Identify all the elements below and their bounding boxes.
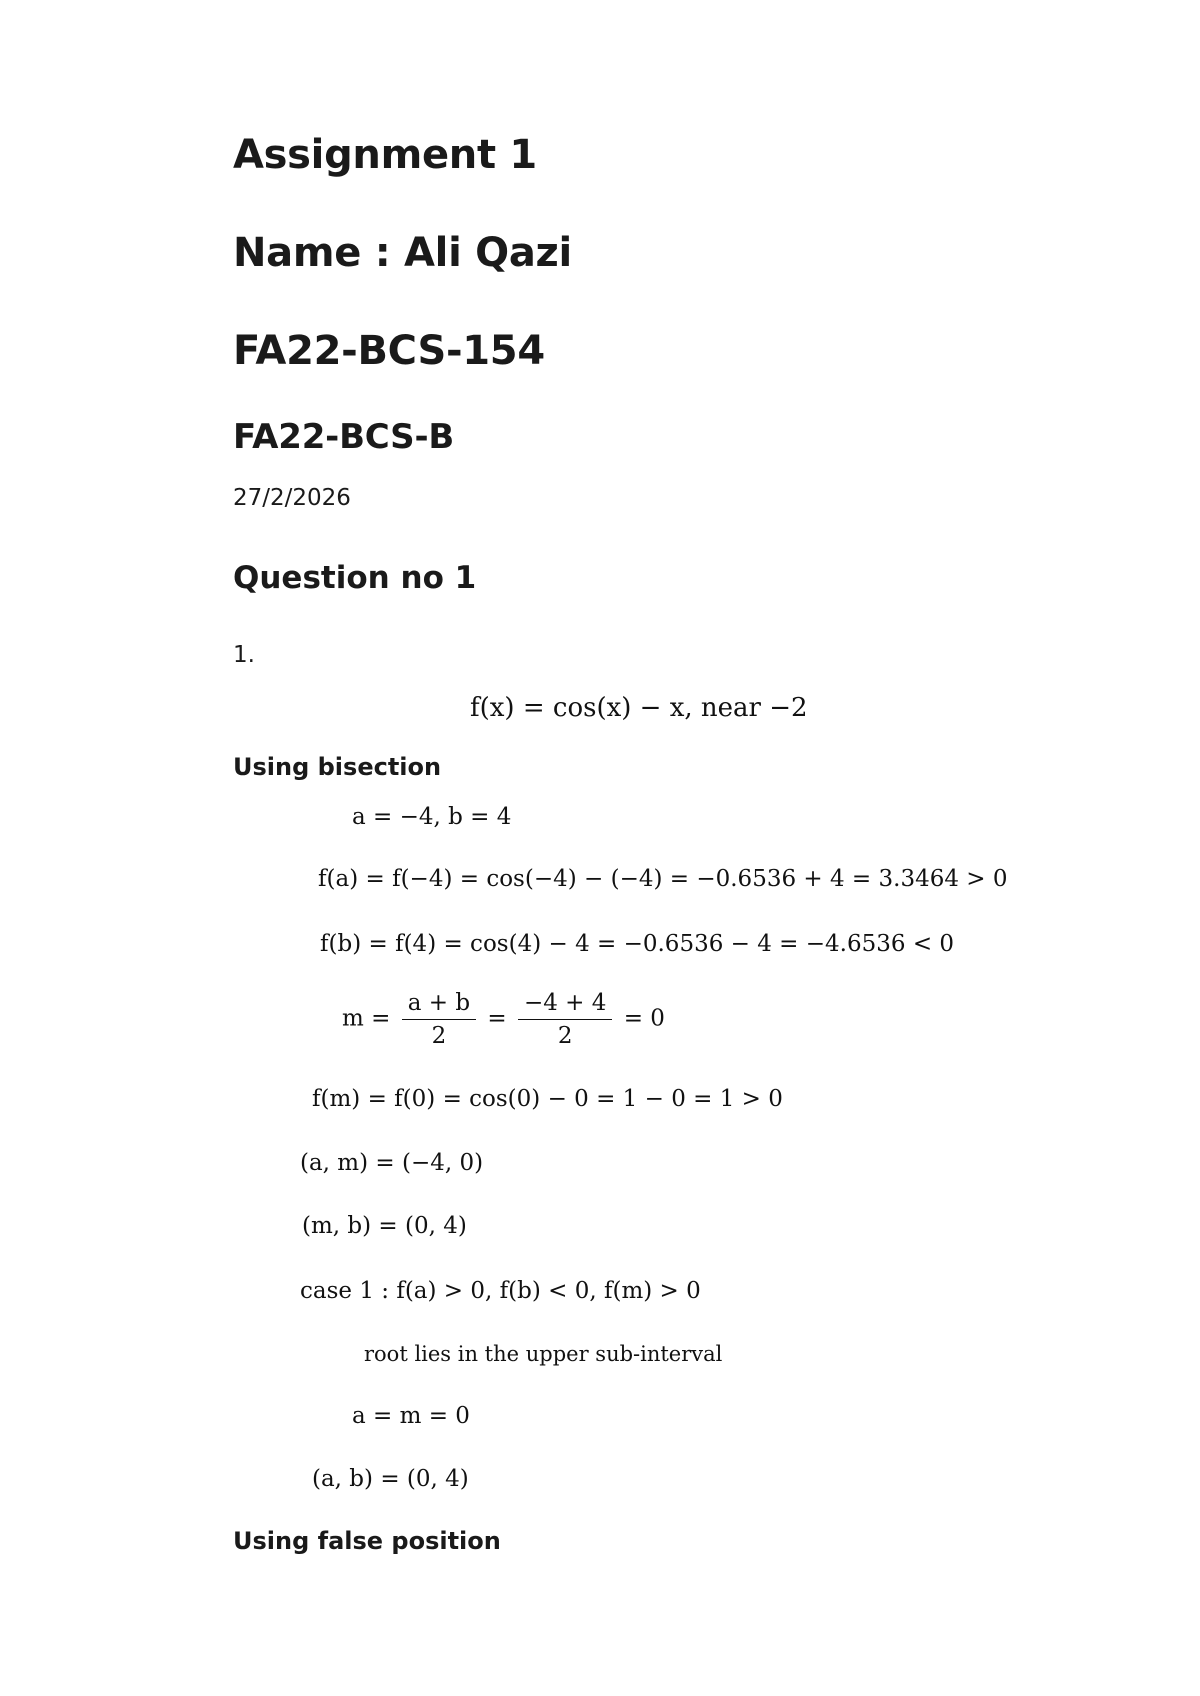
bisection-case-line: case 1 : f(a) > 0, f(b) < 0, f(m) > 0 [300,1278,701,1304]
registration-number: FA22-BCS-154 [233,328,545,374]
fraction-2-numerator: −4 + 4 [518,990,612,1020]
bisection-interval: a = −4, b = 4 [352,804,512,830]
midpoint-rhs: = 0 [623,1005,665,1032]
bisection-new-interval: (a, b) = (0, 4) [312,1466,469,1492]
question-heading: Question no 1 [233,560,477,596]
question-item-number: 1. [233,642,255,668]
fraction-2-denominator: 2 [557,1023,573,1049]
bisection-case-note: root lies in the upper sub-interval [364,1342,723,1366]
false-position-heading: Using false position [233,1527,501,1555]
fraction-1-denominator: 2 [431,1023,447,1049]
bisection-upper-subinterval: (m, b) = (0, 4) [302,1213,467,1239]
bisection-heading: Using bisection [233,753,442,781]
midpoint-fraction-2 [518,990,612,1049]
date-label: 27/2/2026 [233,485,351,511]
bisection-f-b: f(b) = f(4) = cos(4) − 4 = −0.6536 − 4 = −4.6536 < 0 [320,931,955,957]
bisection-update: a = m = 0 [352,1403,470,1429]
bisection-lower-subinterval: (a, m) = (−4, 0) [300,1150,484,1176]
bisection-midpoint-formula [342,990,665,1049]
midpoint-fraction-1 [402,990,476,1049]
assignment-title: Assignment 1 [233,132,537,178]
function-statement: f(x) = cos(x) − x, near −2 [470,693,808,723]
student-name: Name : Ali Qazi [233,230,572,276]
section-label: FA22-BCS-B [233,417,455,457]
midpoint-equals: = [487,1005,507,1032]
midpoint-lhs: m = [342,1005,391,1032]
bisection-f-a: f(a) = f(−4) = cos(−4) − (−4) = −0.6536 + 4 = 3.3464 > 0 [318,866,1008,892]
bisection-f-m: f(m) = f(0) = cos(0) − 0 = 1 − 0 = 1 > 0 [312,1086,783,1112]
fraction-1-numerator: a + b [402,990,476,1020]
